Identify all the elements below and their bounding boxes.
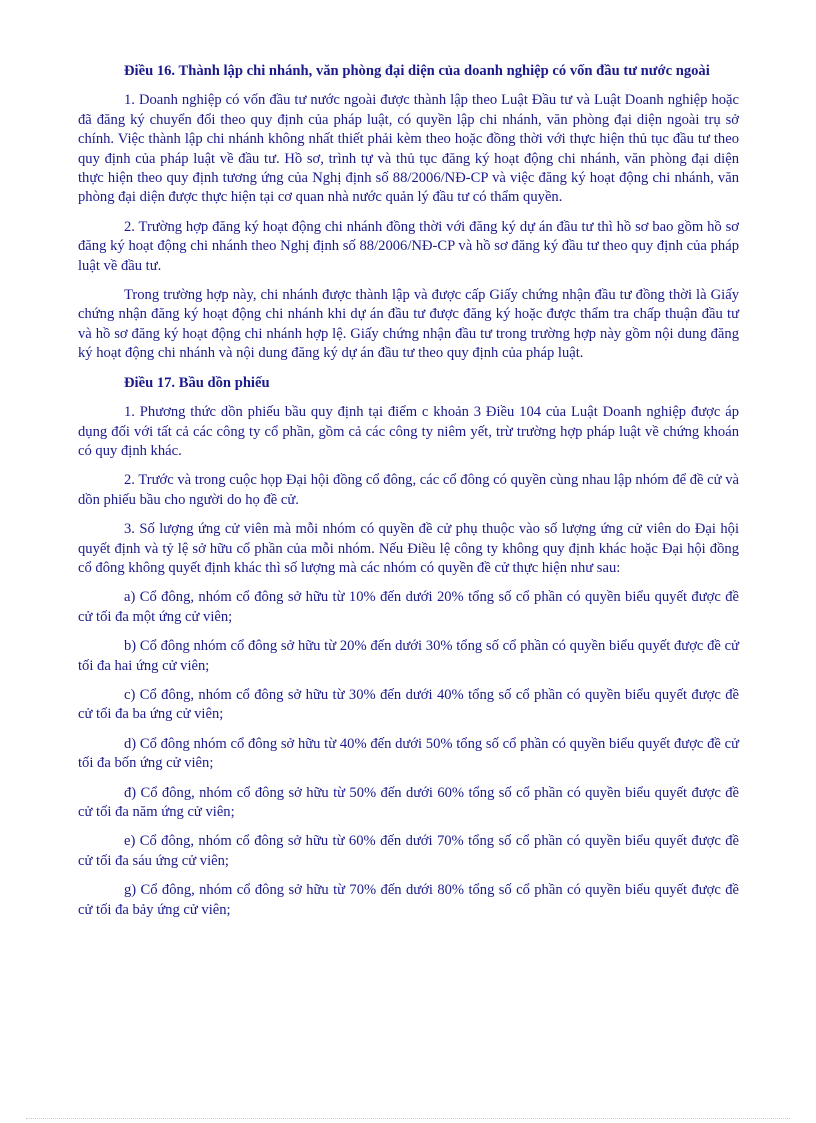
article-17-point-d: d) Cổ đông nhóm cổ đông sở hữu từ 40% đến dưới 50% tổng số cổ phần có quyền biểu quyết được đề cử tối đa bốn ứng cử viên; [78, 735, 739, 772]
article-17-point-g: g) Cổ đông, nhóm cổ đông sở hữu từ 70% đến dưới 80% tổng số cổ phần có quyền biểu quyết được đề cử tối đa bảy ứng cử viên; [78, 882, 739, 918]
article-17-point-c: c) Cổ đông, nhóm cổ đông sở hữu từ 30% đến dưới 40% tổng số cổ phần có quyền biểu quyết được đề cử tối đa ba ứng cử viên; [78, 686, 739, 723]
article-17-point-e: e) Cổ đông, nhóm cổ đông sở hữu từ 60% đến dưới 70% tổng số cổ phần có quyền biểu quyết được đề cử tối đa sáu ứng cử viên; [78, 833, 739, 869]
article-16-clause-2: 2. Trường hợp đăng ký hoạt động chi nhánh đồng thời với đăng ký dự án đầu tư thì hồ sơ bao gồm hồ sơ đăng ký hoạt động chi nhánh theo Nghị định số 88/2006/NĐ-CP và hồ sơ đăng ký đầu tư theo quy định của pháp luật về đầu tư. [78, 218, 739, 274]
page-bottom-divider [26, 1118, 790, 1119]
article-16-clause-2-note: Trong trường hợp này, chi nhánh được thành lập và được cấp Giấy chứng nhận đầu tư đồng thời là Giấy chứng nhận đăng ký hoạt động chi nhánh khi dự án đầu tư được đăng ký hoặc được thẩm tra chấp thuận đầu tư và hồ sơ đăng ký hoạt động chi nhánh hợp lệ. Giấy chứng nhận đầu tư trong trường hợp này gồm nội dung đăng ký hoạt động chi nhánh và nội dung đăng ký dự án đầu tư theo quy định của pháp luật. [78, 287, 739, 362]
document-page [78, 62, 739, 930]
article-17-clause-3: 3. Số lượng ứng cử viên mà mỗi nhóm có quyền đề cử phụ thuộc vào số lượng ứng cử viên do Đại hội quyết định và tỷ lệ sở hữu cổ phần của mỗi nhóm. Nếu Điều lệ công ty không quy định khác hoặc Đại hội đồng cổ đông không quyết định khác thì số lượng mà các nhóm có quyền đề cử thực hiện như sau: [78, 521, 739, 576]
article-17-heading: Điều 17. Bầu dồn phiếu [124, 374, 270, 391]
article-17-point-b: b) Cổ đông nhóm cổ đông sở hữu từ 20% đến dưới 30% tổng số cổ phần có quyền biểu quyết được đề cử tối đa hai ứng cử viên; [78, 638, 739, 674]
article-17-point-a: a) Cổ đông, nhóm cổ đông sở hữu từ 10% đến dưới 20% tổng số cổ phần có quyền biểu quyết được đề cử tối đa một ứng cử viên; [78, 589, 739, 625]
article-16-heading: Điều 16. Thành lập chi nhánh, văn phòng đại diện của doanh nghiệp có vốn đầu tư nước ngoài [124, 63, 710, 79]
article-17-point-dd: đ) Cổ đông, nhóm cổ đông sở hữu từ 50% đến dưới 60% tổng số cổ phần có quyền biểu quyết được đề cử tối đa năm ứng cử viên; [78, 784, 739, 820]
article-16-clause-1: 1. Doanh nghiệp có vốn đầu tư nước ngoài được thành lập theo Luật Đầu tư và Luật Doanh nghiệp hoặc đã đăng ký chuyển đổi theo quy định của pháp luật, có quyền lập chi nhánh, văn phòng đại diện ngoài trụ sở chính. Việc thành lập chi nhánh không nhất thiết phải kèm theo hoặc đồng thời với thực hiện thủ tục đầu tư theo quy định của pháp luật về đầu tư. Hồ sơ, trình tự và thủ tục đăng ký hoạt động chi nhánh, văn phòng đại diện thực hiện theo quy định tương ứng của Nghị định số 88/2006/NĐ-CP và việc đăng ký hoạt động chi nhánh, văn phòng đại diện được thực hiện tại cơ quan nhà nước quản lý đầu tư có thẩm quyền. [78, 92, 739, 206]
article-17-clause-2: 2. Trước và trong cuộc họp Đại hội đồng cổ đông, các cổ đông có quyền cùng nhau lập nhóm để đề cử và dồn phiếu bầu cho người do họ đề cử. [78, 472, 739, 508]
article-17-clause-1: 1. Phương thức dồn phiếu bầu quy định tại điểm c khoản 3 Điều 104 của Luật Doanh nghiệp được áp dụng đối với tất cả các công ty cổ phần, gồm cả các công ty niêm yết, trừ trường hợp pháp luật về chứng khoán có quy định khác. [78, 404, 739, 459]
